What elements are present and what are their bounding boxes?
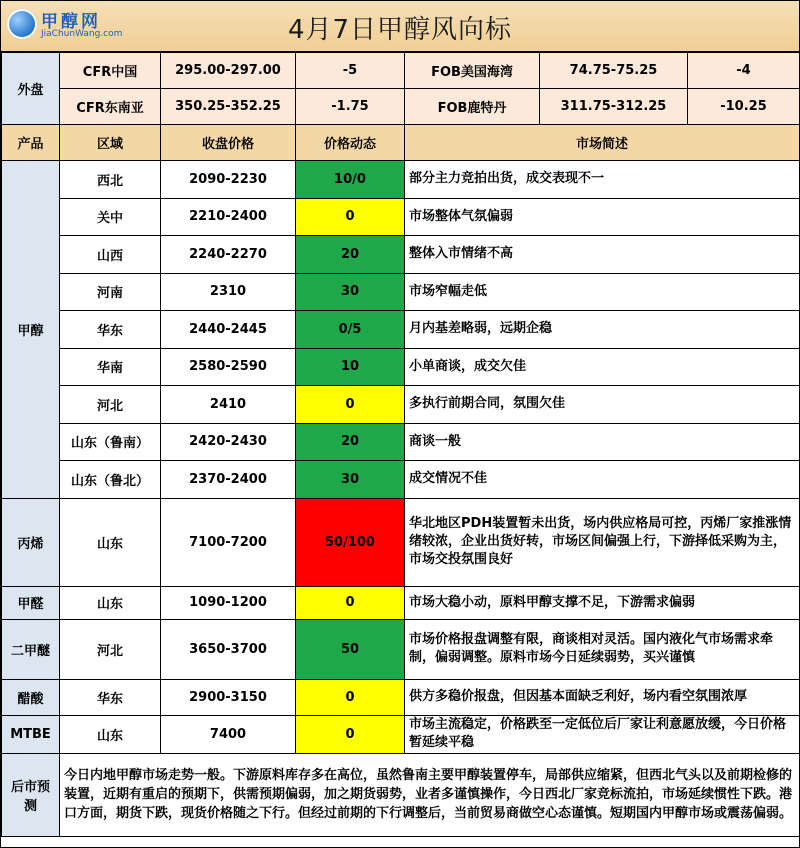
table-row — [2, 89, 800, 125]
table-row — [2, 53, 800, 89]
price-cell: 2440-2445 — [161, 311, 296, 349]
external-cell: 295.00-297.00 — [161, 53, 296, 89]
product-label: 甲醇 — [2, 161, 60, 499]
change-cell: 30 — [296, 273, 405, 311]
region-cell: 华东 — [60, 311, 161, 349]
table-row — [2, 715, 800, 753]
region-cell: 山东 — [60, 586, 161, 619]
table-row — [2, 679, 800, 715]
price-table — [1, 52, 800, 837]
price-cell: 1090-1200 — [161, 586, 296, 619]
table-row — [2, 619, 800, 679]
table-row — [2, 125, 800, 161]
desc-cell: 市场价格报盘调整有限，商谈相对灵活。国内液化气市场需求牵制，偏弱调整。原料市场今日延续弱势，买兴谨慎 — [405, 619, 800, 679]
change-cell: 50 — [296, 619, 405, 679]
table-row — [2, 161, 800, 199]
product-label: 二甲醚 — [2, 619, 60, 679]
product-label: 甲醛 — [2, 586, 60, 619]
price-cell: 3650-3700 — [161, 619, 296, 679]
table-row — [2, 423, 800, 461]
external-cell: 74.75-75.25 — [540, 53, 688, 89]
region-cell: 河北 — [60, 386, 161, 424]
table-row — [2, 198, 800, 236]
desc-cell: 整体入市情绪不高 — [405, 236, 800, 274]
logo-text: 甲醇网 — [41, 12, 101, 32]
external-cell: FOB鹿特丹 — [405, 89, 540, 125]
price-cell: 2090-2230 — [161, 161, 296, 199]
product-label: MTBE — [2, 715, 60, 753]
table-row — [2, 273, 800, 311]
table-row — [2, 498, 800, 586]
change-cell: 50/100 — [296, 498, 405, 586]
header-desc: 市场简述 — [405, 125, 800, 161]
region-cell: 山东 — [60, 498, 161, 586]
header-region: 区域 — [60, 125, 161, 161]
table-row — [2, 236, 800, 274]
header-product: 产品 — [2, 125, 60, 161]
logo-url: JiaChunWang.com — [41, 29, 123, 39]
page-title: 4月7日甲醇风向标 — [287, 15, 513, 45]
header-change: 价格动态 — [296, 125, 405, 161]
price-cell: 2420-2430 — [161, 423, 296, 461]
product-label: 丙烯 — [2, 498, 60, 586]
forecast-label: 后市预测 — [2, 753, 60, 836]
external-cell: FOB美国海湾 — [405, 53, 540, 89]
external-cell: CFR东南亚 — [60, 89, 161, 125]
desc-cell: 多执行前期合同，氛围欠佳 — [405, 386, 800, 424]
external-cell: -10.25 — [688, 89, 800, 125]
desc-cell: 成交情况不佳 — [405, 461, 800, 499]
price-cell: 2310 — [161, 273, 296, 311]
region-cell: 山东（鲁北） — [60, 461, 161, 499]
region-cell: 山西 — [60, 236, 161, 274]
change-cell: 0 — [296, 386, 405, 424]
change-cell: 0 — [296, 679, 405, 715]
table-row — [2, 348, 800, 386]
region-cell: 山东 — [60, 715, 161, 753]
forecast-text: 今日内地甲醇市场走势一般。下游原料库存多在高位，虽然鲁南主要甲醇装置停车，局部供应缩紧，但西北气头以及前期检修的装置，近期有重启的预期下，供需预期偏弱，加之期货弱势，业者多谨慎操作，今日西北厂家竞标流拍，市场延续惯性下跌。港口方面，期货下跌，现货价格随之下行。但经过前期的下行调整后，当前贸易商做空心态谨慎。短期国内甲醇市场或震荡偏弱。 — [60, 753, 800, 836]
region-cell: 河南 — [60, 273, 161, 311]
table-row — [2, 753, 800, 836]
region-cell: 河北 — [60, 619, 161, 679]
external-cell: CFR中国 — [60, 53, 161, 89]
table-row — [2, 586, 800, 619]
table-row — [2, 311, 800, 349]
change-cell: 0 — [296, 586, 405, 619]
change-cell: 30 — [296, 461, 405, 499]
price-cell: 2900-3150 — [161, 679, 296, 715]
external-cell: -5 — [296, 53, 405, 89]
desc-cell: 市场主流稳定，价格跌至一定低位后厂家让利意愿放缓，今日价格暂延续平稳 — [405, 715, 800, 753]
region-cell: 西北 — [60, 161, 161, 199]
desc-cell: 商谈一般 — [405, 423, 800, 461]
desc-cell: 市场大稳小动，原料甲醇支撑不足，下游需求偏弱 — [405, 586, 800, 619]
desc-cell: 月内基差略弱，远期企稳 — [405, 311, 800, 349]
change-cell: 0 — [296, 715, 405, 753]
price-cell: 2370-2400 — [161, 461, 296, 499]
desc-cell: 部分主力竞拍出货，成交表现不一 — [405, 161, 800, 199]
desc-cell: 供方多稳价报盘，但因基本面缺乏利好，场内看空氛围浓厚 — [405, 679, 800, 715]
table-row — [2, 461, 800, 499]
change-cell: 0/5 — [296, 311, 405, 349]
desc-cell: 小单商谈，成交欠佳 — [405, 348, 800, 386]
change-cell: 20 — [296, 236, 405, 274]
region-cell: 关中 — [60, 198, 161, 236]
title-bar — [1, 1, 799, 52]
external-cell: -4 — [688, 53, 800, 89]
external-cell: 350.25-352.25 — [161, 89, 296, 125]
region-cell: 华南 — [60, 348, 161, 386]
change-cell: 0 — [296, 198, 405, 236]
region-cell: 山东（鲁南） — [60, 423, 161, 461]
price-cell: 2210-2400 — [161, 198, 296, 236]
price-cell: 2580-2590 — [161, 348, 296, 386]
price-cell: 2410 — [161, 386, 296, 424]
price-cell: 7100-7200 — [161, 498, 296, 586]
region-cell: 华东 — [60, 679, 161, 715]
desc-cell: 华北地区PDH装置暂未出货，场内供应格局可控，丙烯厂家推涨情绪较浓，企业出货好转，市场区间偏强上行，下游择低采购为主，市场交投氛围良好 — [405, 498, 800, 586]
change-cell: 20 — [296, 423, 405, 461]
external-label: 外盘 — [2, 53, 60, 125]
change-cell: 10/0 — [296, 161, 405, 199]
external-cell: -1.75 — [296, 89, 405, 125]
desc-cell: 市场窄幅走低 — [405, 273, 800, 311]
price-cell: 7400 — [161, 715, 296, 753]
table-row — [2, 386, 800, 424]
price-cell: 2240-2270 — [161, 236, 296, 274]
product-label: 醋酸 — [2, 679, 60, 715]
header-price: 收盘价格 — [161, 125, 296, 161]
change-cell: 10 — [296, 348, 405, 386]
external-cell: 311.75-312.25 — [540, 89, 688, 125]
desc-cell: 市场整体气氛偏弱 — [405, 198, 800, 236]
